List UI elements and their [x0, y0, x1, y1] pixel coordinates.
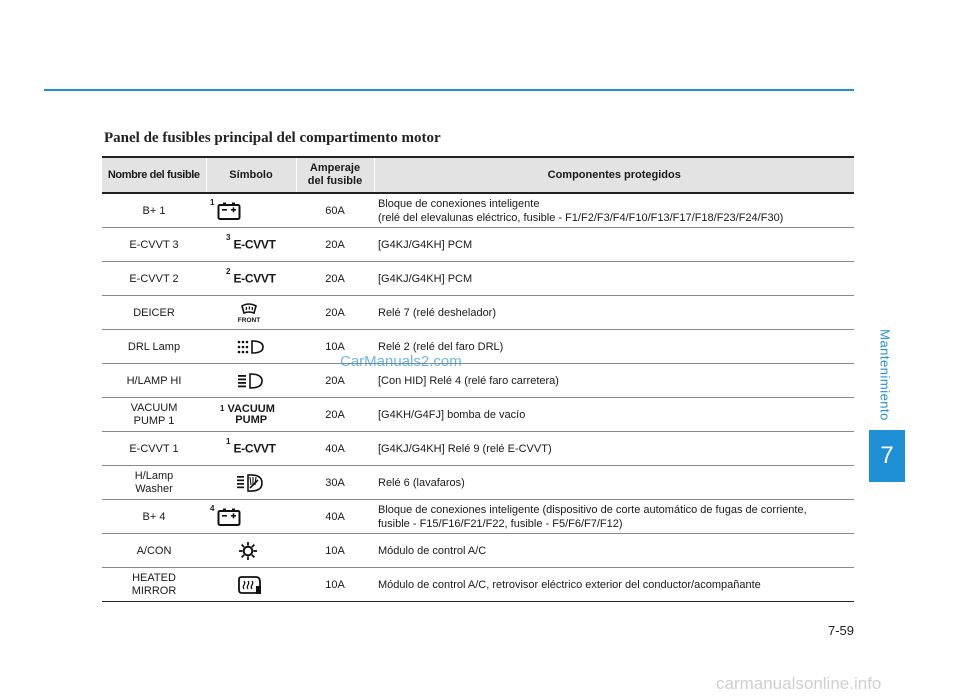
fuse-symbol: [206, 534, 296, 568]
front-deicer-icon: [236, 302, 262, 324]
fuse-symbol: [206, 330, 296, 364]
table-row: [102, 228, 854, 262]
fuse-name: E-CVVT 2: [102, 262, 206, 296]
front-deicer-icon-label: FRONT: [237, 316, 261, 324]
table-row: [102, 262, 854, 296]
fuse-name: B+ 4: [102, 500, 206, 534]
fuse-amperage: 10A: [296, 568, 374, 602]
fuse-symbol-superscript: 3: [226, 233, 231, 243]
fuse-symbol: [206, 568, 296, 602]
fuse-name: A/CON: [102, 534, 206, 568]
fuse-symbol: [206, 262, 296, 296]
fuse-symbol: [206, 364, 296, 398]
fuse-amperage: 20A: [296, 296, 374, 330]
fuse-name: H/Lamp Washer: [102, 466, 206, 500]
fuse-amperage: 20A: [296, 228, 374, 262]
fuse-symbol: [206, 398, 296, 432]
high-beam-icon: [236, 372, 264, 390]
fuse-symbol: [206, 228, 296, 262]
fuse-symbol-superscript: 1: [226, 437, 231, 447]
fuse-name: H/LAMP HI: [102, 364, 206, 398]
header-components: Componentes protegidos: [374, 157, 854, 193]
protected-components: Relé 2 (relé del faro DRL): [374, 330, 854, 364]
fuse-symbol-text: E-CVVT: [233, 441, 276, 456]
top-rule: [44, 89, 854, 91]
footer-watermark: carmanualsonline.info: [716, 674, 882, 693]
fuse-amperage: 10A: [296, 330, 374, 364]
protected-components: [G4KH/G4FJ] bomba de vacío: [374, 398, 854, 432]
fuse-amperage: 20A: [296, 398, 374, 432]
fuse-symbol-text: VACUUM PUMP: [227, 402, 275, 426]
fuse-name: E-CVVT 3: [102, 228, 206, 262]
table-row: [102, 432, 854, 466]
table-row: [102, 193, 854, 228]
fuse-symbol-superscript: 1: [220, 403, 225, 413]
fuse-symbol-superscript: 1: [210, 197, 215, 207]
protected-components: [G4KJ/G4KH] PCM: [374, 228, 854, 262]
side-tab: [867, 300, 903, 450]
section-title: Panel de fusibles principal del compartimento motor: [104, 130, 441, 146]
header-fuse-name: Nombre del fusible: [102, 157, 206, 193]
protected-components: Bloque de conexiones inteligente (relé del elevalunas eléctrico, fusible - F1/F2/F3/F4/F10/F13/F17/F18/F23/F24/F30): [374, 193, 854, 228]
table-row: [102, 398, 854, 432]
air-conditioning-icon: [238, 541, 258, 561]
protected-components: [Con HID] Relé 4 (relé faro carretera): [374, 364, 854, 398]
table-row: [102, 296, 854, 330]
chapter-number: 7: [869, 430, 905, 482]
fuse-symbol-text: E-CVVT: [233, 271, 276, 286]
table-row: [102, 534, 854, 568]
fuse-amperage: 40A: [296, 432, 374, 466]
fuse-symbol-superscript: 2: [226, 267, 231, 277]
fuse-name: B+ 1: [102, 193, 206, 228]
fuse-symbol: [206, 296, 296, 330]
header-symbol: Símbolo: [206, 157, 296, 193]
fuse-symbol: [206, 193, 296, 228]
watermark: CarManuals2.com: [340, 353, 462, 370]
fuse-table: [102, 156, 854, 602]
page-number: 7-59: [828, 623, 855, 638]
fuse-amperage: 30A: [296, 466, 374, 500]
battery-icon: [217, 508, 241, 526]
table-row: [102, 330, 854, 364]
fuse-amperage: 10A: [296, 534, 374, 568]
fuse-symbol-superscript: 4: [210, 503, 215, 513]
fuse-amperage: 20A: [296, 364, 374, 398]
table-header-row: [102, 157, 854, 193]
battery-icon: [217, 202, 241, 220]
fuse-amperage: 20A: [296, 262, 374, 296]
side-tab-label: Mantenimiento: [877, 329, 893, 421]
table-row: [102, 466, 854, 500]
drl-lamp-icon: [236, 338, 264, 356]
fuse-symbol: [206, 432, 296, 466]
protected-components: Bloque de conexiones inteligente (dispositivo de corte automático de fugas de corriente, fusible - F15/F16/F21/F22, fusible - F5/F6/F7/F12): [374, 500, 854, 534]
protected-components: [G4KJ/G4KH] PCM: [374, 262, 854, 296]
fuse-amperage: 60A: [296, 193, 374, 228]
table-row: [102, 500, 854, 534]
fuse-symbol-text: E-CVVT: [233, 237, 276, 252]
table-row: [102, 364, 854, 398]
protected-components: Módulo de control A/C: [374, 534, 854, 568]
protected-components: Relé 7 (relé deshelador): [374, 296, 854, 330]
fuse-name: DRL Lamp: [102, 330, 206, 364]
fuse-name: DEICER: [102, 296, 206, 330]
table-row: [102, 568, 854, 602]
protected-components: [G4KJ/G4KH] Relé 9 (relé E-CVVT): [374, 432, 854, 466]
fuse-symbol: [206, 500, 296, 534]
headlamp-washer-icon: [236, 473, 264, 493]
protected-components: Módulo de control A/C, retrovisor eléctrico exterior del conductor/acompañante: [374, 568, 854, 602]
protected-components: Relé 6 (lavafaros): [374, 466, 854, 500]
fuse-name: HEATED MIRROR: [102, 568, 206, 602]
heated-mirror-icon: [236, 575, 262, 595]
fuse-symbol: [206, 466, 296, 500]
fuse-name: VACUUM PUMP 1: [102, 398, 206, 432]
fuse-amperage: 40A: [296, 500, 374, 534]
header-amperage: Amperaje del fusible: [296, 157, 374, 193]
fuse-name: E-CVVT 1: [102, 432, 206, 466]
